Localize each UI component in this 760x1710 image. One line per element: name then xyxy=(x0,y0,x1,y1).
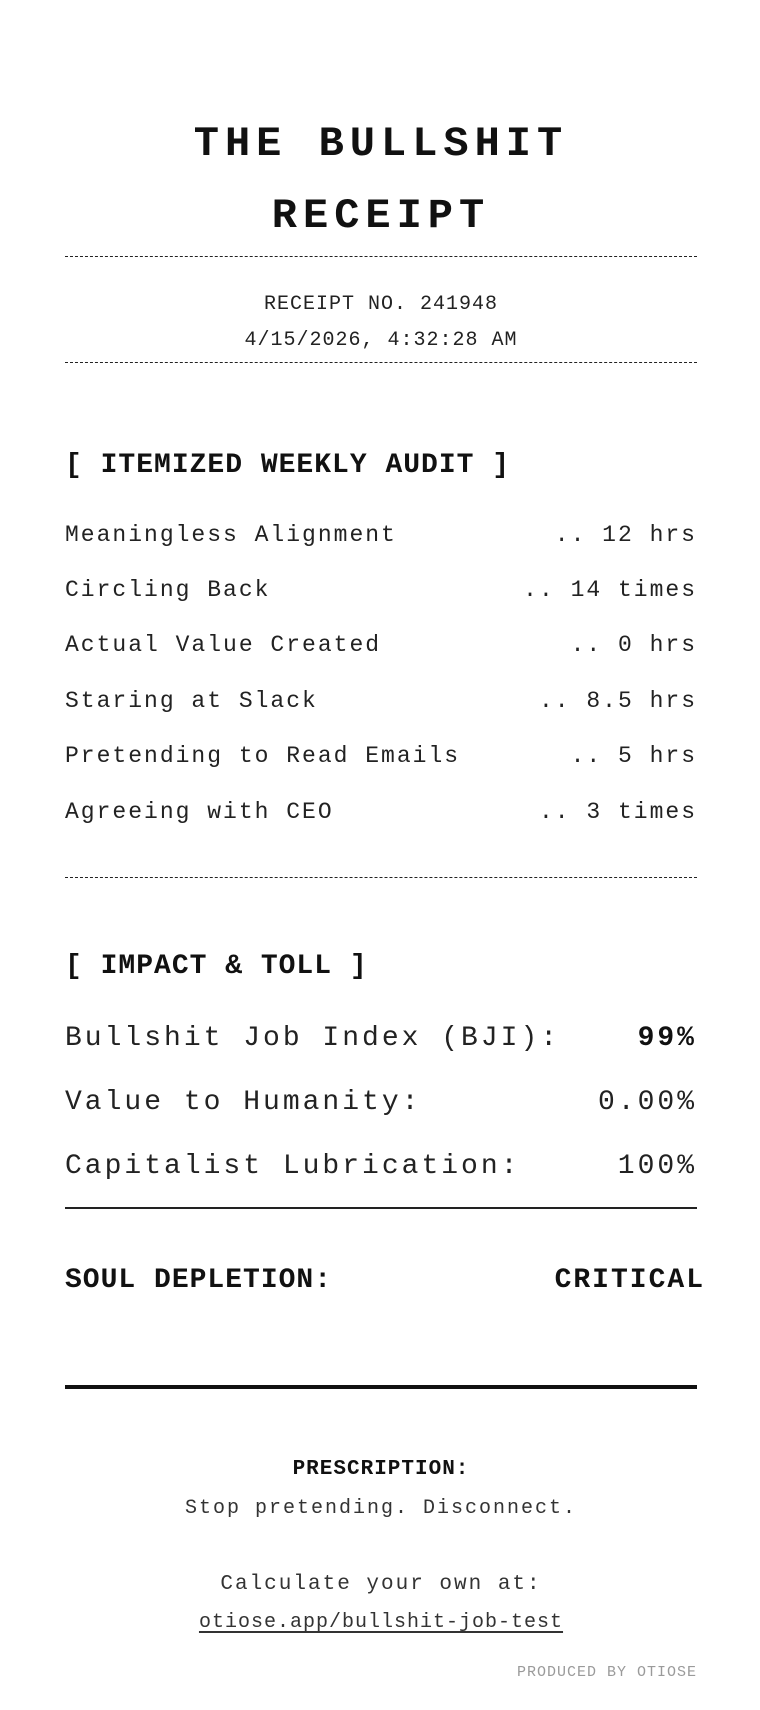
title-line-2: RECEIPT xyxy=(271,192,491,240)
soul-depletion-row xyxy=(65,1265,705,1305)
receipt-title xyxy=(65,108,697,252)
impact-label: Capitalist Lubrication: xyxy=(65,1151,521,1182)
prescription-text: Stop pretending. Disconnect. xyxy=(184,1497,578,1520)
produced-by: PRODUCED BY OTIOSE xyxy=(516,1664,697,1681)
receipt-number: RECEIPT NO. 241948 xyxy=(263,293,499,316)
audit-item xyxy=(65,743,697,779)
audit-item-value: .. 3 times xyxy=(538,799,697,825)
receipt xyxy=(65,0,705,1710)
audit-item xyxy=(65,688,697,724)
audit-item-label: Pretending to Read Emails xyxy=(65,743,461,769)
impact-row-capitalist-lubrication xyxy=(65,1151,697,1191)
soul-depletion-label: SOUL DEPLETION: xyxy=(65,1265,333,1296)
soul-depletion-value: CRITICAL xyxy=(554,1265,705,1296)
receipt-datetime: 4/15/2026, 4:32:28 AM xyxy=(244,329,518,352)
audit-item-label: Circling Back xyxy=(65,577,271,603)
divider-solid xyxy=(65,1207,697,1209)
audit-item-label: Meaningless Alignment xyxy=(65,522,397,548)
audit-item-value: .. 0 hrs xyxy=(570,632,697,658)
impact-label: Value to Humanity: xyxy=(65,1087,422,1118)
impact-section-title: [ IMPACT & TOLL ] xyxy=(65,951,368,982)
audit-item-label: Staring at Slack xyxy=(65,688,318,714)
audit-item-value: .. 14 times xyxy=(523,577,697,603)
impact-row-value-to-humanity xyxy=(65,1087,697,1127)
impact-row-bji xyxy=(65,1023,697,1063)
impact-value: 0.00% xyxy=(597,1087,697,1118)
audit-item-label: Agreeing with CEO xyxy=(65,799,334,825)
audit-item xyxy=(65,799,697,835)
divider-thick xyxy=(65,1385,697,1389)
audit-item-value: .. 5 hrs xyxy=(570,743,697,769)
link-container xyxy=(65,1611,697,1634)
audit-section-title: [ ITEMIZED WEEKLY AUDIT ] xyxy=(65,450,511,481)
impact-value: 99% xyxy=(637,1023,697,1054)
audit-item xyxy=(65,632,697,668)
prescription-title: PRESCRIPTION: xyxy=(292,1458,470,1481)
divider-dashed xyxy=(65,877,697,878)
audit-item-value: .. 12 hrs xyxy=(554,522,697,548)
divider-dashed xyxy=(65,256,697,257)
audit-item-value: .. 8.5 hrs xyxy=(538,688,697,714)
divider-dashed xyxy=(65,362,697,363)
title-line-1: THE BULLSHIT xyxy=(193,120,569,168)
bullshit-job-test-link[interactable]: otiose.app/bullshit-job-test xyxy=(198,1611,564,1634)
calculate-text: Calculate your own at: xyxy=(220,1573,542,1596)
audit-item xyxy=(65,522,697,558)
audit-item xyxy=(65,577,697,613)
audit-item-label: Actual Value Created xyxy=(65,632,382,658)
impact-value: 100% xyxy=(617,1151,697,1182)
impact-label: Bullshit Job Index (BJI): xyxy=(65,1023,561,1054)
